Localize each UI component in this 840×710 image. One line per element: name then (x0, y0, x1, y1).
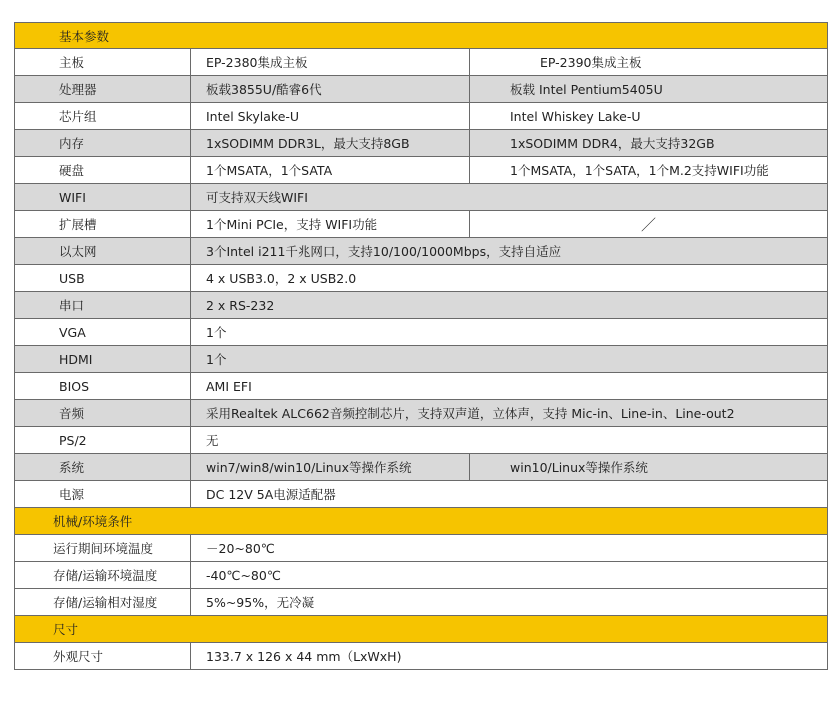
row-label: 音频 (15, 400, 191, 426)
table-row (14, 49, 828, 76)
row-label: 芯片组 (15, 103, 191, 129)
row-label: 硬盘 (15, 157, 191, 183)
value-ep2390: EP-2390集成主板 (540, 55, 642, 70)
row-label: WIFI (15, 184, 191, 210)
table-row (14, 643, 828, 670)
value-ep2380: EP-2380集成主板 (191, 49, 470, 75)
table-row (14, 292, 828, 319)
value-shared: －20~80℃ (206, 541, 275, 556)
value-ep2380: win7/win8/win10/Linux等操作系统 (191, 454, 470, 480)
value-shared: 1个 (206, 325, 227, 340)
section-title: 机械/环境条件 (53, 514, 133, 529)
row-label: 扩展槽 (15, 211, 191, 237)
table-row (14, 238, 828, 265)
row-label: 外观尺寸 (15, 643, 191, 669)
value-shared: 133.7 x 126 x 44 mm（LxWxH) (206, 649, 402, 664)
table-row (14, 103, 828, 130)
value-shared: AMI EFI (206, 378, 252, 394)
table-row (14, 535, 828, 562)
value-ep2390: Intel Whiskey Lake-U (510, 108, 641, 124)
value-ep2380: 1个Mini PCIe，支持 WIFI功能 (191, 211, 470, 237)
value-shared: DC 12V 5A电源适配器 (206, 487, 336, 502)
section-header-basic (14, 22, 828, 49)
value-ep2390: 板载 Intel Pentium5405U (510, 82, 663, 97)
table-row (14, 184, 828, 211)
table-row (14, 373, 828, 400)
value-ep2380: 1个MSATA，1个SATA (191, 157, 470, 183)
row-label: 存储/运输相对湿度 (15, 589, 191, 615)
value-shared: 5%~95%，无冷凝 (206, 595, 315, 610)
table-row (14, 427, 828, 454)
table-row (14, 130, 828, 157)
table-row (14, 454, 828, 481)
table-row (14, 157, 828, 184)
row-label: 主板 (15, 49, 191, 75)
value-ep2390: ／ (640, 215, 656, 234)
table-row (14, 346, 828, 373)
row-label: 运行期间环境温度 (15, 535, 191, 561)
section-header-environment (14, 508, 828, 535)
table-row (14, 589, 828, 616)
table-row (14, 562, 828, 589)
table-row (14, 319, 828, 346)
value-ep2380: 板载3855U/酷睿6代 (191, 76, 470, 102)
table-row (14, 481, 828, 508)
row-label: BIOS (15, 373, 191, 399)
value-shared: 采用Realtek ALC662音频控制芯片，支持双声道，立体声，支持 Mic-in、Line-in、Line-out2 (206, 406, 735, 421)
row-label: 存储/运输环境温度 (15, 562, 191, 588)
section-header-dimensions (14, 616, 828, 643)
section-title: 基本参数 (59, 28, 110, 44)
value-shared: -40℃~80℃ (206, 567, 281, 583)
row-label: 系统 (15, 454, 191, 480)
row-label: PS/2 (15, 427, 191, 453)
row-label: VGA (15, 319, 191, 345)
value-ep2390: 1xSODIMM DDR4，最大支持32GB (510, 136, 715, 151)
row-label: HDMI (15, 346, 191, 372)
row-label: USB (15, 265, 191, 291)
section-title: 尺寸 (53, 622, 79, 637)
value-ep2390: win10/Linux等操作系统 (510, 460, 648, 475)
value-ep2380: 1xSODIMM DDR3L，最大支持8GB (191, 130, 470, 156)
row-label: 电源 (15, 481, 191, 507)
table-row (14, 211, 828, 238)
value-ep2380: Intel Skylake-U (191, 103, 470, 129)
value-ep2390: 1个MSATA，1个SATA，1个M.2支持WIFI功能 (510, 163, 769, 178)
spec-table (14, 22, 828, 670)
value-shared: 可支持双天线WIFI (206, 190, 308, 205)
value-shared: 4 x USB3.0，2 x USB2.0 (206, 271, 357, 286)
row-label: 内存 (15, 130, 191, 156)
table-row (14, 400, 828, 427)
row-label: 以太网 (15, 238, 191, 264)
value-shared: 3个Intel i211千兆网口，支持10/100/1000Mbps，支持自适应 (206, 244, 562, 259)
value-shared: 1个 (206, 352, 227, 367)
row-label: 串口 (15, 292, 191, 318)
value-shared: 2 x RS-232 (206, 297, 275, 313)
table-row (14, 265, 828, 292)
value-shared: 无 (206, 433, 219, 448)
table-row (14, 76, 828, 103)
row-label: 处理器 (15, 76, 191, 102)
